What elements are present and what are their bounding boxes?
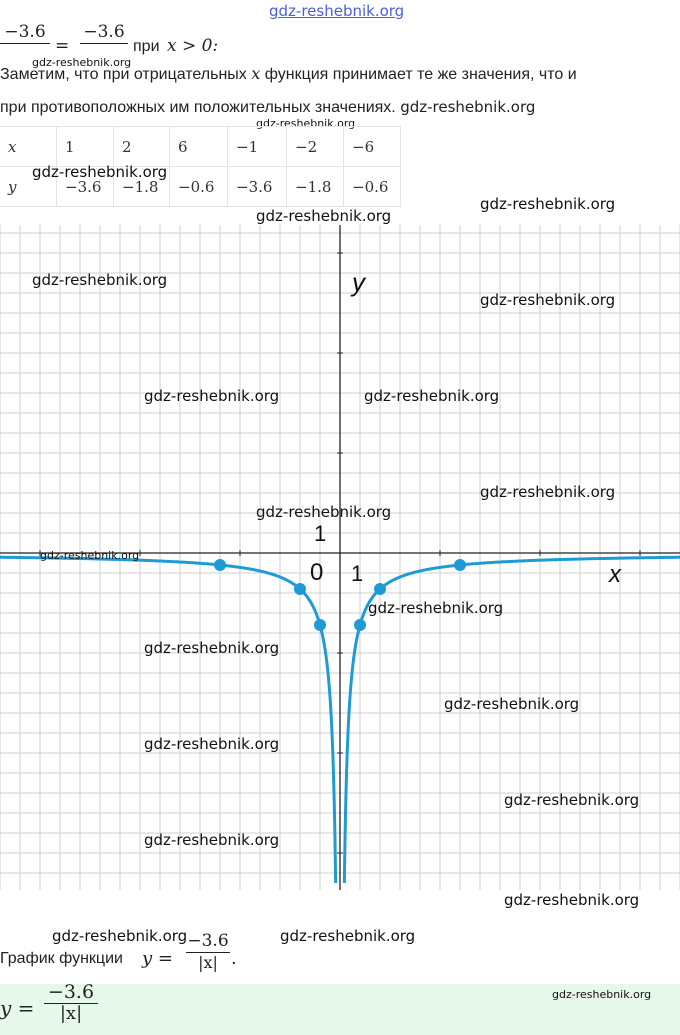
watermark: gdz-reshebnik.org <box>32 271 168 289</box>
intro-condition-prefix: при <box>133 38 160 55</box>
table-cell: 1 <box>57 127 114 167</box>
watermark: gdz-reshebnik.org <box>256 117 356 130</box>
watermark: gdz-reshebnik.org <box>368 599 504 617</box>
table-cell: −1.8 <box>287 167 344 207</box>
data-point <box>214 559 226 571</box>
answer-numerator: −3.6 <box>47 981 95 1003</box>
watermark: gdz-reshebnik.org <box>480 483 616 501</box>
watermark: gdz-reshebnik.org <box>144 735 280 753</box>
x-axis-label: x <box>609 561 621 588</box>
data-point <box>354 619 366 631</box>
answer-box <box>0 981 680 1035</box>
caption-fraction <box>186 931 230 972</box>
paragraph-line-1-var: x <box>251 64 261 83</box>
watermark: gdz-reshebnik.org <box>552 988 652 1001</box>
answer-lhs: y = <box>0 996 35 1020</box>
watermark: gdz-reshebnik.org <box>480 291 616 309</box>
answer-fraction <box>44 982 98 1023</box>
intro-condition: x > 0: <box>167 36 219 56</box>
intro-equals: = <box>55 36 70 56</box>
table-cell: −6 <box>344 127 401 167</box>
data-point <box>314 619 326 631</box>
watermark-link[interactable]: gdz-reshebnik.org <box>269 2 405 20</box>
origin-label: 0 <box>310 559 324 586</box>
table-cell: −3.6 <box>228 167 287 207</box>
answer-denominator: |x| <box>59 1003 83 1024</box>
intro-rhs-numerator: −3.6 <box>83 22 125 42</box>
table-cell: −1.8 <box>114 167 170 207</box>
table-cell: −0.6 <box>170 167 228 207</box>
table-cell: −3.6 <box>57 167 114 207</box>
watermark: gdz-reshebnik.org <box>364 387 500 405</box>
paragraph-line-1 <box>0 64 577 84</box>
watermark: gdz-reshebnik.org <box>144 387 280 405</box>
data-point <box>294 583 306 595</box>
paragraph-line-2 <box>0 98 535 117</box>
data-point <box>454 559 466 571</box>
fraction-bar <box>0 43 50 44</box>
watermark: gdz-reshebnik.org <box>32 56 132 69</box>
table-cell: −2 <box>287 127 344 167</box>
watermark: gdz-reshebnik.org <box>52 927 188 945</box>
watermark: gdz-reshebnik.org <box>144 639 280 657</box>
caption-end: . <box>231 948 237 969</box>
watermark: gdz-reshebnik.org <box>256 207 392 225</box>
fraction-bar <box>80 43 128 44</box>
watermark: gdz-reshebnik.org <box>280 927 416 945</box>
watermark: gdz-reshebnik.org <box>144 831 280 849</box>
watermark: gdz-reshebnik.org <box>400 98 536 116</box>
y-unit-label: 1 <box>314 521 327 546</box>
watermark: gdz-reshebnik.org <box>480 195 616 213</box>
table-cell: −0.6 <box>344 167 401 207</box>
table-cell: 6 <box>170 127 228 167</box>
table-header-x: x <box>0 127 57 167</box>
y-axis-label: y <box>352 267 365 297</box>
table-header-y: y <box>0 167 57 207</box>
watermark: gdz-reshebnik.org <box>444 695 580 713</box>
table-cell: −1 <box>228 127 287 167</box>
table-row-x <box>0 127 401 167</box>
watermark: gdz-reshebnik.org <box>32 163 168 181</box>
watermark: gdz-reshebnik.org <box>504 791 640 809</box>
x-unit-label: 1 <box>351 561 364 586</box>
watermark: gdz-reshebnik.org <box>504 891 640 909</box>
data-point <box>374 583 386 595</box>
paragraph-line-2-text: при противоположных им положительных значениях. <box>0 99 396 116</box>
caption-numerator: −3.6 <box>187 931 229 951</box>
watermark: gdz-reshebnik.org <box>256 503 392 521</box>
caption-denominator: |x| <box>198 953 218 972</box>
paragraph-line-1-post: функция принимает те же значения, что и <box>264 66 577 83</box>
paragraph-line-1-pre: Заметим, что при отрицательных <box>0 66 247 83</box>
watermark: gdz-reshebnik.org <box>40 549 140 562</box>
intro-lhs-numerator: −3.6 <box>4 22 46 42</box>
caption-prefix: График функции <box>0 950 123 967</box>
caption-lhs: y = <box>142 948 173 969</box>
table-cell: 2 <box>114 127 170 167</box>
